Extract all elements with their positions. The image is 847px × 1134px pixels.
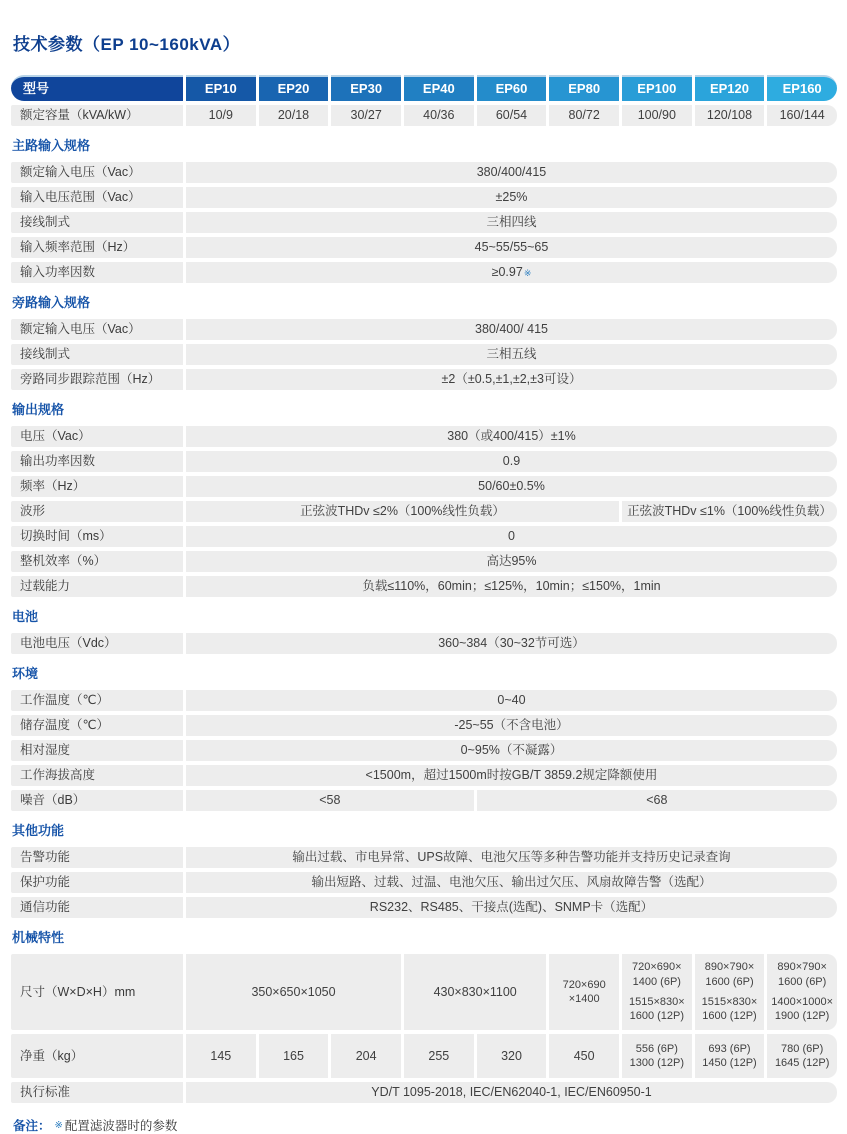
spec-cell bbox=[695, 1034, 765, 1078]
spec-cell-text: 60/54 bbox=[495, 108, 528, 122]
spec-row-label: 尺寸（W×D×H）mm bbox=[11, 954, 183, 1030]
spec-row bbox=[11, 262, 837, 283]
spec-cell-text: 350×650×1050 bbox=[251, 984, 336, 999]
spec-cell-text: 120/108 bbox=[706, 108, 753, 122]
spec-cell bbox=[622, 954, 692, 1030]
spec-row-label: 整机效率（%） bbox=[11, 551, 183, 572]
spec-row bbox=[11, 765, 837, 786]
spec-row bbox=[11, 344, 837, 365]
spec-row bbox=[11, 476, 837, 497]
spec-cell bbox=[259, 1034, 329, 1078]
spec-cell bbox=[186, 715, 837, 736]
spec-cell bbox=[186, 162, 837, 183]
model-header-ep80: EP80 bbox=[549, 75, 619, 101]
spec-row-label: 工作温度（℃） bbox=[11, 690, 183, 711]
spec-cell-text: 20/18 bbox=[277, 108, 310, 122]
spec-cell-line: 693 (6P) bbox=[708, 1042, 751, 1055]
spec-row-label: 接线制式 bbox=[11, 344, 183, 365]
spec-cell-text: 255 bbox=[428, 1048, 450, 1063]
spec-cell-text: RS232、RS485、干接点(选配)、SNMP卡（选配） bbox=[369, 900, 654, 914]
spec-row bbox=[11, 526, 837, 547]
spec-row-label: 告警功能 bbox=[11, 847, 183, 868]
spec-cell-text: 三相四线 bbox=[486, 215, 537, 229]
spec-cell-line: 890×790× bbox=[704, 961, 755, 974]
section-title: 旁路输入规格 bbox=[12, 295, 91, 310]
spec-cell bbox=[767, 1034, 837, 1078]
section-title: 其他功能 bbox=[12, 823, 65, 838]
spec-row bbox=[11, 1082, 837, 1103]
spec-row bbox=[11, 897, 837, 918]
spec-cell-line: 1600 (6P) bbox=[778, 975, 827, 988]
spec-cell-text: 430×830×1100 bbox=[433, 984, 517, 999]
spec-row-label: 保护功能 bbox=[11, 872, 183, 893]
spec-cell-text: 45~55/55~65 bbox=[474, 240, 549, 254]
spec-row-label: 执行标准 bbox=[11, 1082, 183, 1103]
spec-cell-text: 160/144 bbox=[779, 108, 825, 122]
spec-row bbox=[11, 212, 837, 233]
spec-cell-line: 1450 (12P) bbox=[702, 1057, 757, 1069]
spec-cell bbox=[622, 501, 837, 522]
spec-row bbox=[11, 715, 837, 736]
spec-cell-text: 380/400/415 bbox=[476, 165, 547, 179]
spec-cell bbox=[186, 501, 619, 522]
section-title: 电池 bbox=[12, 609, 39, 624]
spec-row-label: 相对湿度 bbox=[11, 740, 183, 761]
section-title: 主路输入规格 bbox=[12, 138, 91, 153]
spec-cell bbox=[186, 1082, 837, 1103]
spec-row-label: 工作海拔高度 bbox=[11, 765, 183, 786]
spec-row bbox=[11, 451, 837, 472]
spec-cell-text: 0.9 bbox=[502, 454, 521, 468]
spec-cell-line: 890×790× bbox=[777, 961, 827, 974]
spec-row-label: 通信功能 bbox=[11, 897, 183, 918]
spec-cell bbox=[404, 1034, 474, 1078]
spec-cell bbox=[186, 551, 837, 572]
spec-cell-line: 1300 (12P) bbox=[629, 1057, 685, 1069]
spec-row-label: 额定输入电压（Vac） bbox=[11, 319, 183, 340]
spec-cell bbox=[259, 105, 329, 126]
spec-cell bbox=[186, 576, 837, 597]
spec-cell bbox=[477, 790, 837, 811]
footnote-label: 备注： bbox=[13, 1119, 51, 1133]
spec-row-label: 净重（kg） bbox=[11, 1034, 183, 1078]
spec-cell bbox=[549, 1034, 619, 1078]
section-title: 机械特性 bbox=[12, 930, 65, 945]
spec-cell bbox=[549, 105, 619, 126]
spec-cell bbox=[549, 954, 619, 1030]
spec-row-label: 输出功率因数 bbox=[11, 451, 183, 472]
spec-cell-text: ≥0.97 bbox=[491, 265, 523, 279]
spec-row bbox=[11, 790, 837, 811]
spec-cell-text: 450 bbox=[573, 1048, 595, 1063]
spec-row-label: 波形 bbox=[11, 501, 183, 522]
spec-cell-text: YD/T 1095-2018, IEC/EN62040-1, IEC/EN60950-1 bbox=[371, 1085, 652, 1099]
spec-cell-line: ×1400 bbox=[568, 993, 600, 1005]
spec-cell-text: 0 bbox=[508, 529, 515, 543]
spec-cell-group bbox=[777, 960, 827, 989]
spec-cell bbox=[695, 954, 765, 1030]
model-header-ep40: EP40 bbox=[404, 75, 474, 101]
spec-cell-group bbox=[632, 960, 682, 989]
spec-row-label: 储存温度（℃） bbox=[11, 715, 183, 736]
spec-cell bbox=[186, 633, 837, 654]
spec-cell bbox=[186, 740, 837, 761]
footnote bbox=[13, 1116, 837, 1134]
spec-cell bbox=[186, 451, 837, 472]
model-header-ep120: EP120 bbox=[695, 75, 765, 101]
spec-cell-group bbox=[629, 995, 685, 1024]
spec-cell-text: -25~55（不含电池） bbox=[454, 718, 569, 732]
spec-cell-line: 1400×1000× bbox=[771, 996, 834, 1008]
spec-cell bbox=[186, 369, 837, 390]
spec-row bbox=[11, 237, 837, 258]
spec-cell bbox=[331, 105, 401, 126]
spec-cell-group bbox=[705, 960, 755, 989]
spec-row-label: 电压（Vac） bbox=[11, 426, 183, 447]
spec-cell bbox=[186, 212, 837, 233]
spec-cell-line: 1600 (12P) bbox=[702, 1010, 757, 1023]
spec-cell: ≥0.97 ※ bbox=[186, 262, 837, 283]
model-header-row bbox=[11, 75, 837, 101]
spec-cell bbox=[404, 954, 546, 1030]
spec-row-label: 额定输入电压（Vac） bbox=[11, 162, 183, 183]
model-header-ep60: EP60 bbox=[477, 75, 547, 101]
spec-row bbox=[11, 847, 837, 868]
spec-cell-text: 40/36 bbox=[423, 108, 455, 122]
spec-row bbox=[11, 426, 837, 447]
spec-cell-text: 380/400/ 415 bbox=[475, 322, 548, 336]
spec-cell-text: 输出过载、市电异常、UPS故障、电池欠压等多种告警功能并支持历史记录查询 bbox=[292, 850, 731, 864]
spec-cell bbox=[622, 1034, 692, 1078]
spec-cell bbox=[186, 237, 837, 258]
spec-cell-text: 正弦波THDv ≤2%（100%线性负载） bbox=[300, 504, 505, 518]
spec-cell-text: 380（或400/415）±1% bbox=[447, 429, 576, 443]
spec-cell bbox=[186, 847, 837, 868]
spec-row bbox=[11, 501, 837, 522]
spec-row-label: 输入频率范围（Hz） bbox=[11, 237, 183, 258]
spec-row-label: 旁路同步跟踪范围（Hz） bbox=[11, 369, 183, 390]
spec-row bbox=[11, 162, 837, 183]
spec-cell bbox=[695, 105, 765, 126]
spec-cell bbox=[477, 105, 547, 126]
spec-cell-text: ±25% bbox=[495, 190, 528, 204]
spec-row-label: 过载能力 bbox=[11, 576, 183, 597]
model-header-ep30: EP30 bbox=[331, 75, 401, 101]
spec-row-label: 切换时间（ms） bbox=[11, 526, 183, 547]
footnote-text: 配置滤波器时的参数 bbox=[64, 1119, 178, 1133]
model-header-ep20: EP20 bbox=[259, 75, 329, 101]
spec-cell-text: 204 bbox=[355, 1048, 377, 1063]
spec-cell-line: 1515×830× bbox=[701, 996, 758, 1008]
spec-cell bbox=[477, 1034, 547, 1078]
spec-row-label: 额定容量（kVA/kW） bbox=[11, 105, 183, 126]
spec-cell-line: 1645 (12P) bbox=[774, 1057, 830, 1069]
spec-cell bbox=[186, 526, 837, 547]
spec-cell-text: 0~95%（不凝露） bbox=[460, 743, 563, 757]
spec-row bbox=[11, 319, 837, 340]
spec-row-label: 接线制式 bbox=[11, 212, 183, 233]
spec-cell-text: <1500m，超过1500m时按GB/T 3859.2规定降额使用 bbox=[365, 768, 658, 782]
spec-cell-line: 720×690 bbox=[562, 978, 606, 991]
model-header-label: 型号 bbox=[11, 75, 183, 101]
spec-row bbox=[11, 187, 837, 208]
spec-table bbox=[11, 75, 837, 1103]
spec-cell-group bbox=[563, 978, 606, 1007]
spec-cell bbox=[622, 105, 692, 126]
spec-cell bbox=[404, 105, 474, 126]
spec-cell-line: 1900 (12P) bbox=[774, 1010, 830, 1023]
spec-cell-group bbox=[630, 1042, 684, 1071]
spec-cell bbox=[186, 344, 837, 365]
spec-cell bbox=[186, 765, 837, 786]
spec-row bbox=[11, 105, 837, 126]
spec-cell-text: 负载≤110%，60min；≤125%，10min；≤150%，1min bbox=[362, 579, 661, 593]
spec-cell bbox=[186, 954, 401, 1030]
spec-cell-text: 360~384（30~32节可选） bbox=[438, 636, 585, 650]
spec-row bbox=[11, 1034, 837, 1078]
page-title: 技术参数（EP 10~160kVA） bbox=[13, 35, 241, 54]
spec-cell-text: 30/27 bbox=[350, 108, 382, 122]
spec-cell-group bbox=[775, 1042, 829, 1071]
spec-cell-group bbox=[702, 995, 758, 1024]
footnote-marker: ※ bbox=[54, 1120, 63, 1131]
spec-cell bbox=[186, 897, 837, 918]
spec-cell bbox=[186, 790, 474, 811]
spec-cell-line: 1400 (6P) bbox=[632, 975, 681, 988]
spec-cell-text: <58 bbox=[319, 793, 341, 807]
spec-cell-text: 165 bbox=[283, 1048, 304, 1063]
spec-row bbox=[11, 872, 837, 893]
spec-cell-line: 1600 (12P) bbox=[629, 1010, 685, 1023]
spec-cell bbox=[186, 426, 837, 447]
model-header-ep100: EP100 bbox=[622, 75, 692, 101]
spec-cell-text: 10/9 bbox=[208, 108, 233, 122]
spec-cell-text: <68 bbox=[646, 793, 668, 807]
spec-cell bbox=[186, 319, 837, 340]
spec-cell bbox=[186, 1034, 256, 1078]
spec-cell-text: 80/72 bbox=[568, 108, 600, 122]
spec-cell-group bbox=[702, 1042, 756, 1071]
spec-cell bbox=[767, 105, 837, 126]
spec-cell-line: 720×690× bbox=[632, 961, 682, 974]
spec-row bbox=[11, 740, 837, 761]
spec-cell bbox=[186, 690, 837, 711]
spec-row bbox=[11, 690, 837, 711]
spec-cell-text: ±2（±0.5,±1,±2,±3可设） bbox=[441, 372, 582, 386]
spec-row bbox=[11, 633, 837, 654]
spec-cell-text: 145 bbox=[210, 1048, 232, 1063]
spec-row-label: 频率（Hz） bbox=[11, 476, 183, 497]
spec-cell bbox=[186, 105, 256, 126]
spec-cell-text: 正弦波THDv ≤1%（100%线性负载） bbox=[627, 504, 832, 518]
spec-row bbox=[11, 954, 837, 1030]
spec-cell bbox=[186, 872, 837, 893]
spec-row-label: 输入电压范围（Vac） bbox=[11, 187, 183, 208]
spec-cell-text: 100/90 bbox=[637, 108, 676, 122]
spec-cell bbox=[331, 1034, 401, 1078]
spec-cell-text: 高达95% bbox=[486, 554, 537, 568]
section-title: 环境 bbox=[12, 666, 39, 681]
spec-cell-text: 输出短路、过载、过温、电池欠压、输出过欠压、风扇故障告警（选配） bbox=[311, 875, 712, 889]
model-header-ep160: EP160 bbox=[767, 75, 837, 101]
spec-row bbox=[11, 369, 837, 390]
model-header-ep10: EP10 bbox=[186, 75, 256, 101]
section-title: 输出规格 bbox=[12, 402, 65, 417]
spec-row bbox=[11, 551, 837, 572]
spec-cell bbox=[767, 954, 837, 1030]
spec-cell bbox=[186, 187, 837, 208]
spec-cell-line: 1600 (6P) bbox=[705, 975, 754, 988]
spec-row bbox=[11, 576, 837, 597]
spec-cell-text: 三相五线 bbox=[486, 347, 537, 361]
spec-cell-line: 1515×830× bbox=[628, 996, 685, 1008]
spec-cell-text: 0~40 bbox=[497, 693, 526, 707]
spec-row-label: 输入功率因数 bbox=[11, 262, 183, 283]
spec-cell-line: 780 (6P) bbox=[781, 1042, 824, 1055]
spec-cell bbox=[186, 476, 837, 497]
spec-cell-line: 556 (6P) bbox=[635, 1042, 678, 1055]
spec-row-label: 电池电压（Vdc） bbox=[11, 633, 183, 654]
spec-cell-text: 320 bbox=[501, 1048, 522, 1063]
spec-cell-group bbox=[771, 995, 833, 1024]
spec-cell-text: 50/60±0.5% bbox=[478, 479, 545, 493]
spec-row-label: 噪音（dB） bbox=[11, 790, 183, 811]
